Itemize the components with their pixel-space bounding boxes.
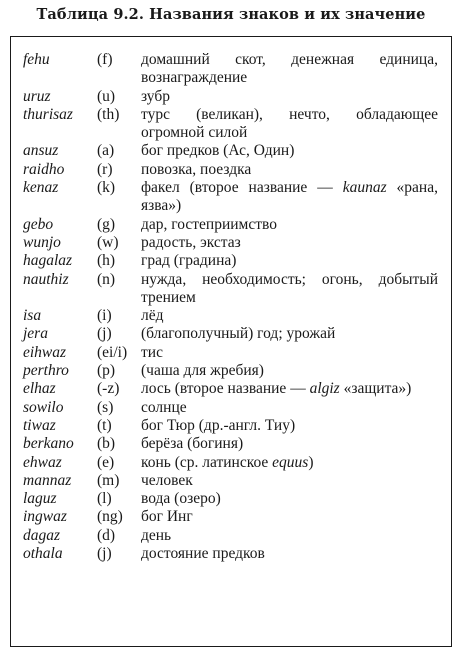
meaning-text-tail: «рана, язва») (141, 179, 438, 215)
rune-meaning (141, 545, 438, 563)
table-row (11, 142, 451, 160)
table-row (11, 472, 451, 490)
rune-name: thurisaz (23, 105, 73, 123)
rune-name: perthro (23, 362, 69, 380)
table-row (11, 399, 451, 417)
rune-meaning (141, 307, 438, 325)
rune-meaning (141, 344, 438, 362)
rune-letter: (j) (97, 325, 112, 343)
rune-name: tiwaz (23, 416, 56, 434)
table-row (11, 417, 451, 435)
table-row (11, 234, 451, 252)
meaning-text: турс (великан), нечто, обладающее огромной силой (141, 105, 438, 142)
meaning-text: домашний скот, денежная единица, вознаграждение (141, 51, 438, 87)
rune-table (11, 51, 451, 563)
rune-name: elhaz (23, 380, 56, 398)
table-row (11, 216, 451, 234)
meaning-text: день (141, 526, 172, 544)
rune-name: wunjo (23, 233, 61, 251)
rune-name: ehwaz (23, 453, 62, 471)
rune-meaning (141, 508, 438, 526)
rune-letter: (th) (97, 105, 120, 123)
meaning-text: бог Инг (141, 508, 193, 526)
rune-letter: (k) (97, 179, 116, 197)
rune-name: gebo (23, 215, 54, 233)
rune-name: eihwaz (23, 343, 67, 361)
rune-name: raidho (23, 160, 65, 178)
rune-name: uruz (23, 87, 51, 105)
rune-meaning (141, 435, 438, 453)
table-row (11, 271, 451, 308)
rune-meaning (141, 490, 438, 508)
table-row (11, 527, 451, 545)
rune-meaning (141, 362, 438, 380)
rune-letter: (t) (97, 416, 112, 434)
rune-letter: (-z) (97, 380, 120, 398)
table-row (11, 508, 451, 526)
rune-name: mannaz (23, 471, 72, 489)
rune-letter: (g) (97, 215, 116, 233)
rune-meaning (141, 325, 438, 343)
table-row (11, 161, 451, 179)
rune-letter: (ng) (97, 508, 123, 526)
rune-meaning (141, 88, 438, 106)
meaning-text: град (градина) (141, 252, 237, 270)
meaning-text: нужда, необходимость; огонь, добытый трением (141, 270, 438, 306)
table-row (11, 51, 451, 88)
meaning-text: (благополучный) год; урожай (141, 325, 336, 343)
rune-name: nauthiz (23, 270, 69, 288)
meaning-text: лось (второе название — (141, 380, 310, 398)
meaning-text: достояние предков (141, 545, 265, 563)
table-row (11, 344, 451, 362)
meaning-text: зубр (141, 87, 170, 105)
rune-meaning (141, 216, 438, 234)
meaning-text: (чаша для жребия) (141, 362, 264, 380)
rune-letter: (l) (97, 490, 112, 508)
table-row (11, 325, 451, 343)
rune-name: ingwaz (23, 508, 67, 526)
rune-meaning (141, 380, 438, 398)
rune-name: othala (23, 545, 63, 563)
rune-meaning (141, 472, 438, 490)
rune-meaning (141, 161, 438, 179)
meaning-text: человек (141, 471, 193, 489)
rune-meaning (141, 271, 438, 308)
rune-name: berkano (23, 435, 74, 453)
rune-table-frame (10, 36, 452, 647)
meaning-text-tail: ) (308, 453, 314, 471)
rune-meaning (141, 234, 438, 252)
rune-letter: (p) (97, 362, 116, 380)
table-row (11, 545, 451, 563)
meaning-alt-name: algiz (309, 380, 340, 398)
rune-name: dagaz (23, 526, 61, 544)
table-caption: Таблица 9.2. Названия знаков и их значение (36, 6, 426, 23)
rune-name: laguz (23, 490, 57, 508)
meaning-text: вода (озеро) (141, 490, 221, 508)
meaning-text: бог предков (Ас, Один) (141, 142, 295, 160)
table-row (11, 88, 451, 106)
rune-meaning (141, 106, 438, 143)
table-row (11, 435, 451, 453)
meaning-text: бог Тюр (др.-англ. Тиу) (141, 416, 296, 434)
meaning-alt-name: kaunaz (342, 179, 387, 197)
table-row (11, 362, 451, 380)
meaning-text: солнце (141, 398, 187, 416)
rune-name: isa (23, 307, 42, 325)
meaning-text: тис (141, 343, 163, 361)
rune-name: fehu (23, 51, 50, 68)
meaning-text: радость, экстаз (141, 233, 241, 251)
rune-name: kenaz (23, 179, 59, 197)
rune-letter: (b) (97, 435, 116, 453)
rune-meaning (141, 399, 438, 417)
table-row (11, 307, 451, 325)
rune-name: hagalaz (23, 252, 73, 270)
rune-letter: (f) (97, 51, 113, 68)
table-row (11, 179, 451, 216)
meaning-text: берёза (богиня) (141, 435, 244, 453)
rune-meaning (141, 51, 438, 88)
rune-letter: (m) (97, 471, 120, 489)
table-row (11, 490, 451, 508)
meaning-text: дар, гостеприимство (141, 215, 277, 233)
table-row (11, 252, 451, 270)
rune-meaning (141, 417, 438, 435)
table-row (11, 380, 451, 398)
table-row (11, 106, 451, 143)
rune-meaning (141, 142, 438, 160)
rune-letter: (n) (97, 270, 116, 288)
rune-letter: (h) (97, 252, 116, 270)
rune-meaning (141, 454, 438, 472)
meaning-text-tail: «защита») (339, 380, 412, 398)
rune-letter: (e) (97, 453, 115, 471)
table-row (11, 454, 451, 472)
meaning-text: лёд (141, 307, 164, 325)
rune-letter: (r) (97, 160, 113, 178)
rune-letter: (ei/i) (97, 343, 128, 361)
rune-letter: (i) (97, 307, 112, 325)
rune-letter: (s) (97, 398, 114, 416)
rune-name: ansuz (23, 142, 59, 160)
rune-name: sowilo (23, 398, 64, 416)
rune-letter: (j) (97, 545, 112, 563)
rune-letter: (w) (97, 233, 119, 251)
rune-letter: (u) (97, 87, 116, 105)
rune-meaning (141, 252, 438, 270)
rune-name: jera (23, 325, 48, 343)
rune-letter: (a) (97, 142, 115, 160)
meaning-text: факел (второе название — (141, 179, 343, 197)
rune-meaning (141, 527, 438, 545)
rune-letter: (d) (97, 526, 116, 544)
rune-meaning (141, 179, 438, 216)
meaning-text: конь (ср. латинское (141, 453, 273, 471)
meaning-alt-name: equus (272, 453, 309, 471)
meaning-text: повозка, поездка (141, 160, 252, 178)
